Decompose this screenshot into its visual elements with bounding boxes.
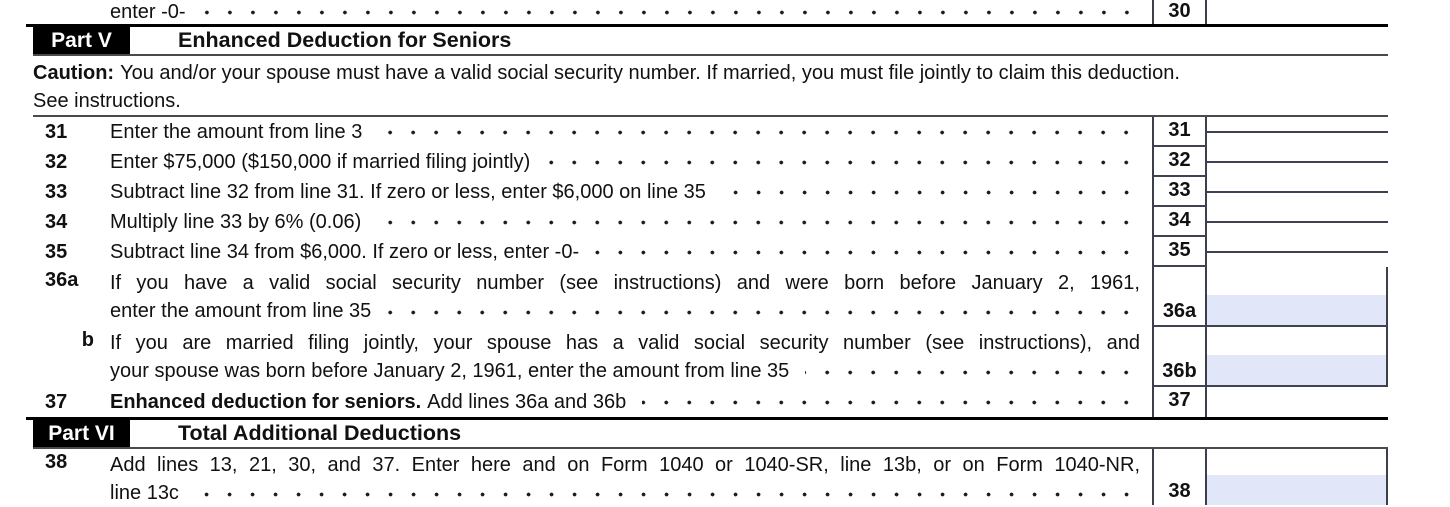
line-34-description: Multiply line 33 by 6% (0.06)	[110, 210, 362, 233]
part-vi-header	[33, 420, 1388, 449]
dotted-leader	[595, 250, 1138, 255]
dotted-leader	[387, 310, 1138, 315]
line-30-description-tail: enter -0-	[110, 0, 186, 23]
line-37-number: 37	[45, 390, 68, 413]
line-36a-description-1: If you have a valid social security number (see instructions) and were born before January 2, 1961,	[110, 272, 1140, 294]
caution-line-2: See instructions.	[33, 90, 181, 112]
line-31-amount-box[interactable]	[1207, 131, 1388, 133]
dotted-leader	[722, 190, 1138, 195]
line-33-box-number: 33	[1152, 177, 1207, 207]
line-31-row	[0, 117, 1388, 147]
dotted-leader	[195, 492, 1138, 497]
line-36a-box-number: 36a	[1152, 267, 1207, 327]
line-32-box-number: 32	[1152, 147, 1207, 177]
caution-note	[0, 56, 1388, 115]
line-32-number: 32	[45, 150, 68, 173]
line-38-row	[0, 449, 1388, 505]
line-36a-number: 36a	[45, 269, 79, 291]
line-38-description-1: Add lines 13, 21, 30, and 37. Enter here and on Form 1040 or 1040-SR, line 13b, or on Form 1040-NR,	[110, 454, 1140, 476]
part-vi-label: Part VI	[33, 420, 130, 447]
line-35-row	[0, 237, 1388, 267]
caution-line-1	[33, 59, 1388, 87]
line-32-row	[0, 147, 1388, 177]
part-v-header	[33, 27, 1388, 56]
line-37-description-bold: Enhanced deduction for seniors.	[110, 390, 422, 413]
line-33-amount-box[interactable]	[1207, 191, 1388, 193]
line-37-box-number: 37	[1152, 387, 1207, 417]
line-38-amount-box[interactable]	[1207, 475, 1386, 505]
dotted-leader	[805, 370, 1138, 375]
part-v-label: Part V	[33, 27, 130, 54]
line-36b-description-2: your spouse was born before January 2, 1961, enter the amount from line 35	[110, 360, 790, 382]
dotted-leader	[378, 130, 1138, 135]
line-37-description: Add lines 36a and 36b	[427, 390, 627, 413]
dotted-leader	[546, 160, 1138, 165]
line-30-box-number: 30	[1152, 0, 1207, 24]
line-35-description: Subtract line 34 from $6,000. If zero or less, enter -0-	[110, 240, 580, 263]
line-38-box-number: 38	[1152, 449, 1207, 505]
dotted-leader	[202, 10, 1138, 15]
line-33-number: 33	[45, 180, 68, 203]
line-35-box-number: 35	[1152, 237, 1207, 267]
line-31-number: 31	[45, 120, 68, 143]
line-36a-row	[0, 267, 1388, 327]
line-36a-description-2: enter the amount from line 35	[110, 300, 372, 322]
line-38-number: 38	[45, 451, 68, 473]
line-32-amount-box[interactable]	[1207, 161, 1388, 163]
line-34-number: 34	[45, 210, 68, 233]
line-36b-row	[0, 327, 1388, 387]
dotted-leader	[377, 220, 1138, 225]
line-35-amount-box[interactable]	[1207, 251, 1388, 253]
line-34-row	[0, 207, 1388, 237]
line-36b-description-1: If you are married filing jointly, your spouse has a valid social security number (see instructions), and	[110, 332, 1140, 354]
line-38-description-2: line 13c	[110, 482, 179, 504]
line-36b-box-number: 36b	[1152, 327, 1207, 387]
line-33-description: Subtract line 32 from line 31. If zero or less, enter $6,000 on line 35	[110, 180, 706, 203]
line-32-description: Enter $75,000 ($150,000 if married filing jointly)	[110, 150, 531, 173]
caution-text: You and/or your spouse must have a valid social security number. If married, you must file jointly to claim this deduction.	[120, 62, 1180, 84]
line-31-description: Enter the amount from line 3	[110, 120, 363, 143]
line-35-number: 35	[45, 240, 68, 263]
part-v-title: Enhanced Deduction for Seniors	[178, 28, 512, 52]
dotted-leader	[642, 400, 1138, 405]
line-31-box-number: 31	[1152, 117, 1207, 147]
line-36a-amount-box[interactable]	[1207, 295, 1386, 325]
line-34-box-number: 34	[1152, 207, 1207, 237]
line-30-row	[0, 0, 1388, 24]
line-37-row	[0, 387, 1388, 417]
line-36b-amount-box[interactable]	[1207, 355, 1386, 385]
line-33-row	[0, 177, 1388, 207]
line-36b-number: b	[81, 329, 94, 351]
part-vi-title: Total Additional Deductions	[178, 421, 462, 445]
line-34-amount-box[interactable]	[1207, 221, 1388, 223]
caution-lead: Caution:	[33, 62, 115, 84]
